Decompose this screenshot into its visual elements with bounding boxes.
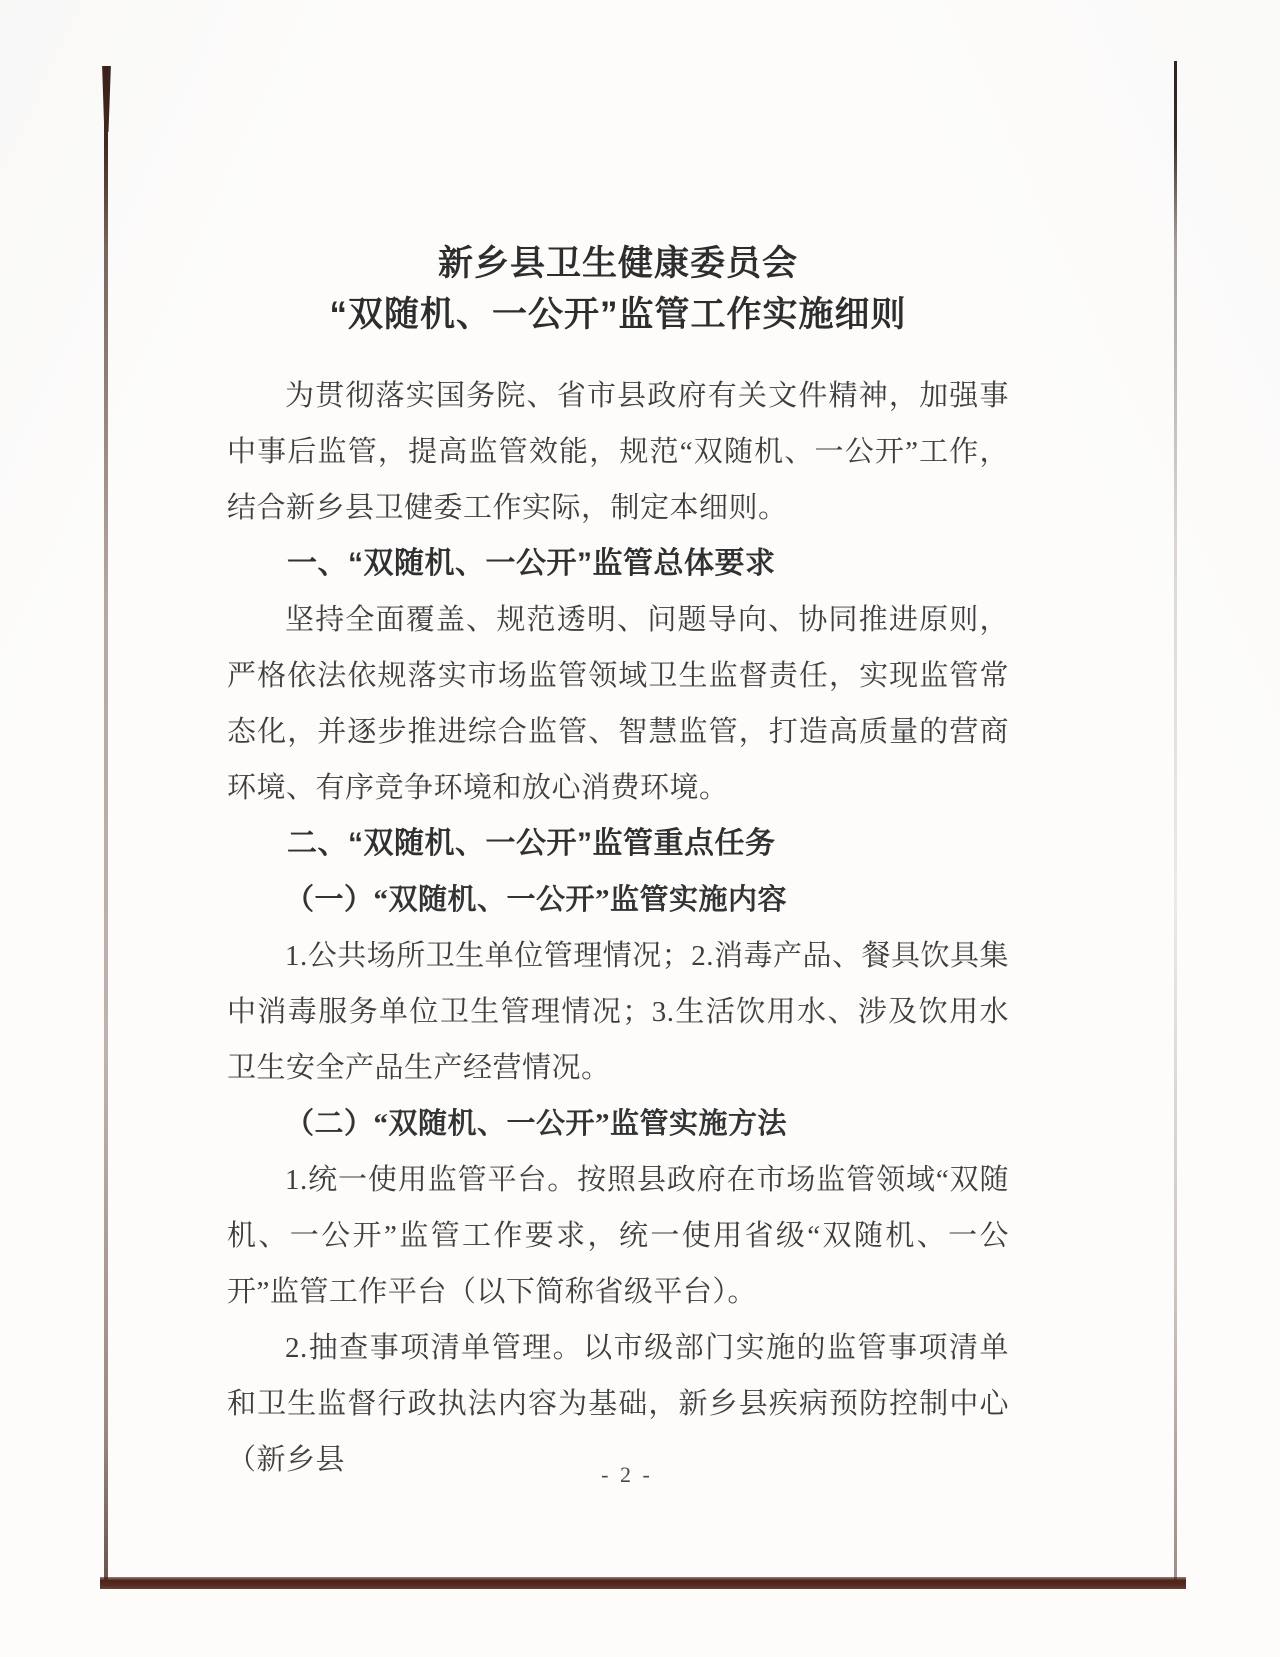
scan-artifact-right-edge bbox=[1174, 61, 1177, 1587]
scan-artifact-left-edge bbox=[104, 66, 108, 1586]
para-intro: 为贯彻落实国务院、省市县政府有关文件精神，加强事中事后监管，提高监管效能，规范“双随机、一公开”工作，结合新乡县卫健委工作实际，制定本细则。 bbox=[227, 380, 1009, 524]
document-title bbox=[227, 238, 1009, 340]
page-number: - 2 - bbox=[601, 1462, 653, 1487]
heading-section-2: 二、“双随机、一公开”监管重点任务 bbox=[287, 827, 776, 860]
document-title-line-1: 新乡县卫生健康委员会 bbox=[437, 244, 798, 283]
para-checklist: 2.抽查事项清单管理。以市级部门实施的监管事项清单和卫生监督行政执法内容为基础，新乡县疾病预防控制中心（新乡县 bbox=[227, 1332, 1009, 1476]
subheading-2-1: （一）“双随机、一公开”监管实施内容 bbox=[285, 884, 788, 916]
heading-section-1: 一、“双随机、一公开”监管总体要求 bbox=[287, 547, 776, 580]
scan-artifact-bottom-edge bbox=[100, 1577, 1186, 1589]
document-body bbox=[227, 238, 1009, 1488]
para-platform: 1.统一使用监管平台。按照县政府在市场监管领域“双随机、一公开”监管工作要求，统一使用省级“双随机、一公开”监管工作平台（以下简称省级平台）。 bbox=[227, 1164, 1009, 1308]
para-principles: 坚持全面覆盖、规范透明、问题导向、协同推进原则，严格依法依规落实市场监管领域卫生监督责任，实现监管常态化，并逐步推进综合监管、智慧监管，打造高质量的营商环境、有序竞争环境和放心消费环境。 bbox=[227, 604, 1009, 804]
para-content-items: 1.公共场所卫生单位管理情况；2.消毒产品、餐具饮具集中消毒服务单位卫生管理情况；3.生活饮用水、涉及饮用水卫生安全产品生产经营情况。 bbox=[227, 940, 1010, 1084]
document-title-line-2: “双随机、一公开”监管工作实施细则 bbox=[329, 295, 907, 334]
subheading-2-2: （二）“双随机、一公开”监管实施方法 bbox=[285, 1108, 788, 1140]
